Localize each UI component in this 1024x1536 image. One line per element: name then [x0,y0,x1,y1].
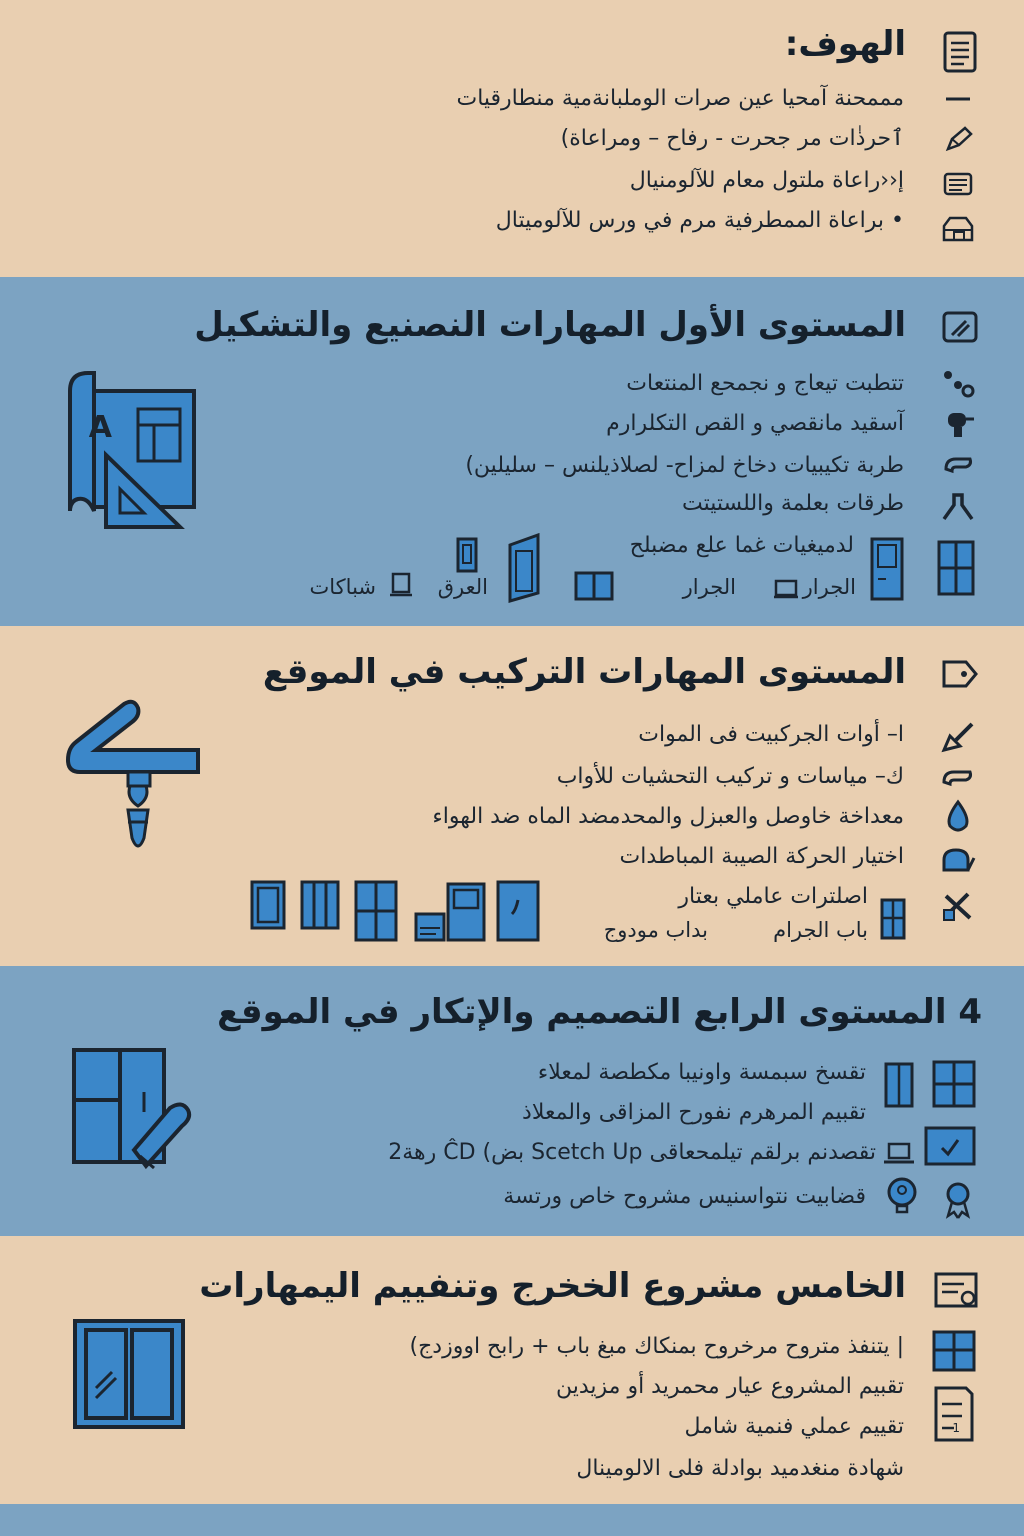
dash-icon [940,84,976,118]
level1-item: طرقات بعلمة واللستيتت [682,491,904,516]
level1-item: لدميغيات غما علع مضبلح [629,533,854,558]
open-door-icon [504,533,544,603]
level2-item: اصلترات عاملي بعتار [678,884,868,909]
door-with-handle-icon [496,880,540,942]
level1-label: الجرار [802,575,856,599]
single-window-icon [250,880,286,930]
tools-icon [940,888,976,922]
level2-title: المستوى المهارات التركيب في الموقع [262,652,906,692]
level2-item: ك– مياسات و تركيب التحشيات للأواب [556,764,904,789]
level1-label: شباكات [309,575,376,599]
tag-icon [940,309,980,349]
printer-icon [940,212,976,246]
level5-item: شهادة منغدميد بوادلة فلى الالومينال [576,1456,904,1481]
level4-section [0,966,1024,1236]
small-window-icon [390,571,412,597]
window-icon [940,539,976,595]
level2-section [0,626,1024,966]
four-pane-window-icon [354,880,398,942]
drill-icon [940,407,976,441]
goal-item: إ‹‹راعاة ملتول معام للآلومنيال [629,168,904,193]
level4-item: تقصدنم برلقم تيلمحعاقى Scetch Up بض) ĈD رهة2 [388,1140,876,1165]
sill-icon [414,912,446,942]
certificate-icon [940,1270,980,1310]
tag-outline-icon [940,656,980,696]
level2-item: معداخة خاوصل والعبزل والمحدمضد الماه ضد الهواء [432,804,904,829]
sliding-window-illustration [72,1318,186,1430]
screws-icon [940,367,976,401]
level4-item: تقسخ سبمسة واونيبا مكطصة لمعلاء [537,1060,866,1085]
double-window-icon [574,571,614,601]
window-blue-icon [940,1330,976,1374]
clamp-icon [940,489,976,523]
level2-item: ا– أوات الجركبيت فى الموات [638,722,904,747]
monitor-icon [940,1126,976,1168]
blueprint-illustration [66,371,198,531]
narrow-window-icon [456,537,478,573]
level1-item: تتطبت تيعاج و نجمحع المنتعات [626,371,904,396]
sliding-window-icon [774,579,798,599]
door-window-icon [446,882,486,942]
level4-title: 4 المستوى الرابع التصميم والإتكار في الموقع [217,992,982,1032]
two-pane-window-icon [300,880,340,930]
goal-item: مممحنة آمحيا عين صرات الوملبانةمية منطارقيات [456,86,904,111]
level5-section [0,1236,1024,1504]
lightbulb-icon [884,1176,920,1216]
stack-icon [940,168,976,202]
level1-section [0,277,1024,626]
level1-label: الجرار [682,575,736,599]
level5-item: تقبيم المشروع عيار محمريد أو مزيدين [556,1374,904,1399]
goal-title: الهوف: [784,24,906,64]
trowel-icon [940,718,976,752]
svg-text:A: A [88,410,112,445]
window-small-icon [880,898,906,940]
level4-item: قضابيت نتواسنيس مشروح خاص ورتسة [503,1184,866,1209]
award-icon [940,1180,976,1214]
level5-item: تقييم عملي فنمية شامل [684,1414,904,1439]
door-icon [870,537,904,601]
laptop-icon [884,1142,914,1166]
window-drawing-illustration [70,1046,192,1170]
window-blue-icon [940,1060,976,1110]
bottom-band [0,1504,1024,1536]
level2-label: باب الجرام [773,918,868,942]
goal-item: ٱحرذٰات مر جحرت - رفاح – ومراعاة) [560,126,904,151]
profile-icon [940,762,976,796]
goal-item: • براعاة الممطرفية مرم في ورس للآلوميتال [495,208,904,233]
profile-icon [940,449,976,483]
level1-title: المستوى الأول المهارات النصنيع والتشكيل [194,305,906,345]
level1-label: العرق [437,575,488,599]
profile-cutter-illustration [66,698,202,858]
level1-item: آسقيد مانقصي و القص التكلرارم [606,411,904,436]
level4-item: تقبيم المرهرم نفورح المزاقى والمعلاذ [522,1100,866,1125]
level1-item: طربة تكيبيات دخاخ لمزاح- لصلاذيلنس – سليلين) [465,453,904,478]
door-panel-icon [884,1062,914,1108]
level5-title: الخامس مشروع الخخرج وتنفييم اليمهارات [199,1266,906,1306]
svg-text:1: 1 [952,1421,960,1435]
pencil-icon [940,122,976,156]
level2-label: بداب مودوج [603,918,708,942]
level5-item: | يتنفذ متروح مرخروح بمنكاك مبغ باب + رابح اووزدج) [409,1334,904,1359]
tape-measure-icon [940,844,976,878]
goal-section [0,0,1024,276]
checklist-icon [940,1384,976,1444]
document-icon [940,30,980,70]
level2-item: اختيار الحركة الصيبة المباطدات [619,844,904,869]
drop-icon [940,798,976,832]
